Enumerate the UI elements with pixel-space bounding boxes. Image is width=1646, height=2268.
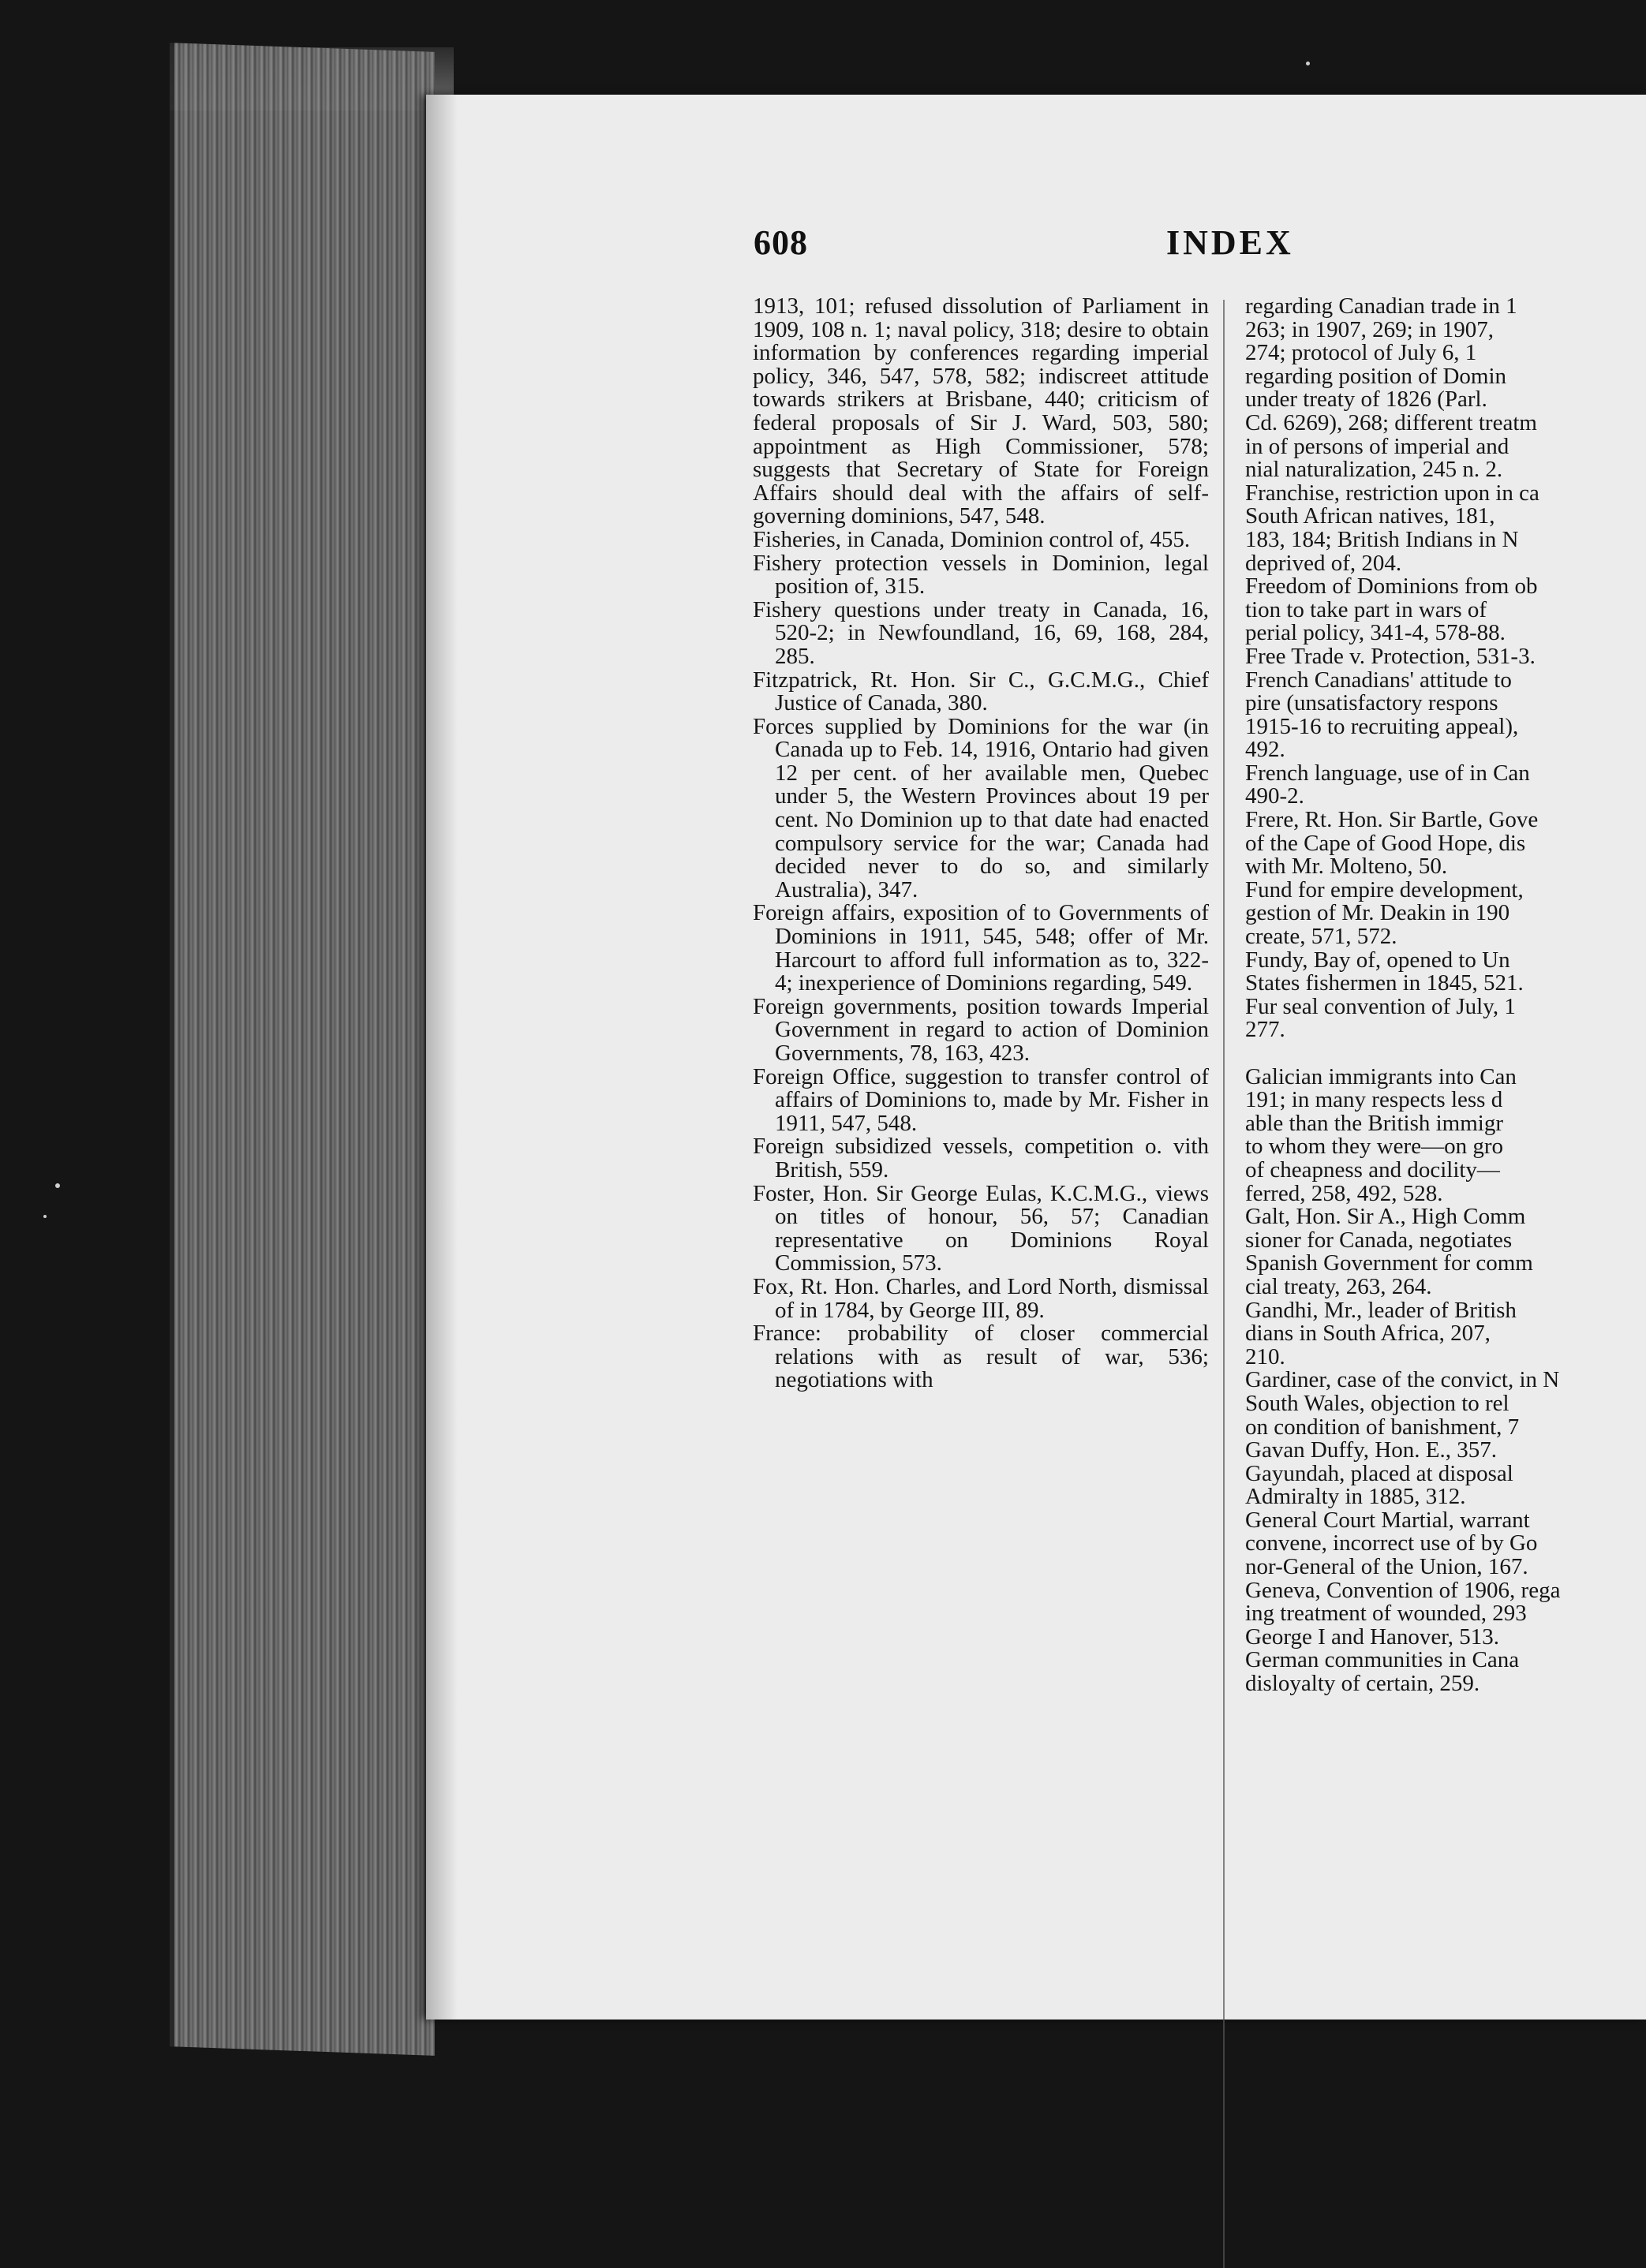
index-entry-line: pire (unsatisfactory respons: [1245, 690, 1498, 716]
index-entry: [1245, 1205, 1646, 1298]
index-entry-line: Gayundah, placed at disposal: [1245, 1460, 1513, 1486]
index-entry-line: ing treatment of wounded, 293: [1245, 1601, 1527, 1627]
index-entry-line: deprived of, 204.: [1245, 550, 1402, 576]
index-entry: [1245, 295, 1646, 482]
index-entry-line: ferred, 258, 492, 528.: [1245, 1180, 1443, 1206]
index-entry: Fisheries, in Canada, Dominion control of, 455.: [753, 526, 1191, 552]
index-entry-line: Franchise, restriction upon in ca: [1245, 480, 1539, 506]
index-entry-line: sioner for Canada, negotiates: [1245, 1227, 1513, 1253]
index-entry: Foreign Office, suggestion to transfer control of affairs of Dominions to, made by Mr. Fisher in 1911, 547, 548.: [753, 1063, 1209, 1136]
index-entry-line: German communities in Cana: [1245, 1647, 1520, 1673]
index-entry-line: disloyalty of certain, 259.: [1245, 1671, 1480, 1697]
index-entry-line: to whom they were—on gro: [1245, 1134, 1503, 1160]
index-entry: [1245, 1579, 1646, 1626]
index-entry: [1245, 1509, 1646, 1579]
index-entry-line: 191; in many respects less d: [1245, 1087, 1503, 1113]
index-entry: [1245, 1063, 1646, 1206]
index-entry-line: Fund for empire development,: [1245, 876, 1524, 902]
index-entry: [1245, 1369, 1646, 1439]
index-entry-line: tion to take part in wars of: [1245, 596, 1487, 622]
index-entry-line: Fundy, Bay of, opened to Un: [1245, 947, 1510, 973]
index-entry: [1245, 809, 1646, 879]
index-entry-line: able than the British immigr: [1245, 1110, 1504, 1136]
index-entry: [1245, 1439, 1646, 1463]
index-entry-line: create, 571, 572.: [1245, 924, 1397, 950]
index-entry-line: nial naturalization, 245 n. 2.: [1245, 457, 1503, 483]
index-entry-line: Fur seal convention of July, 1: [1245, 993, 1516, 1019]
index-entry-line: Galician immigrants into Can: [1245, 1063, 1517, 1089]
gutter-shadow: [426, 95, 458, 2020]
index-entry-line: 183, 184; British Indians in N: [1245, 526, 1519, 552]
page-number: 608: [754, 223, 808, 262]
index-entry: Foreign affairs, exposition of to Governments of Dominions in 1911, 545, 548; offer of Mr. Harcourt to afford full information as to, 322-4; inexperience of Dominions regarding, 549.: [753, 900, 1209, 996]
dust-speck: [43, 1215, 47, 1218]
index-entry-line: 210.: [1245, 1343, 1285, 1369]
index-entry-line: in of persons of imperial and: [1245, 433, 1509, 459]
index-entry-line: convene, incorrect use of by Go: [1245, 1530, 1538, 1556]
index-entry-line: 1915-16 to recruiting appeal),: [1245, 713, 1519, 739]
index-entry-line: of cheapness and docility—: [1245, 1156, 1500, 1183]
index-entry-line: Gardiner, case of the convict, in N: [1245, 1367, 1560, 1393]
index-entry-line: Geneva, Convention of 1906, rega: [1245, 1577, 1561, 1603]
index-entry: [1245, 876, 1646, 950]
index-entry-line: Freedom of Dominions from ob: [1245, 574, 1538, 600]
book-page-edges: [170, 43, 435, 2056]
index-entry-line: gestion of Mr. Deakin in 190: [1245, 900, 1510, 926]
index-entry-line: French language, use of in Can: [1245, 760, 1530, 786]
index-entry-line: regarding position of Domin: [1245, 363, 1507, 389]
index-entry: France: probability of closer commercial relations with as result of war, 536; negotiations with: [753, 1321, 1209, 1393]
index-entry: [1245, 575, 1646, 645]
index-entry-line: George I and Hanover, 513.: [1245, 1623, 1500, 1650]
dust-speck: [1306, 62, 1310, 65]
index-entry-line: 263; in 1907, 269; in 1907,: [1245, 316, 1494, 342]
index-entry: [1245, 1460, 1646, 1510]
index-entry-line: 490-2.: [1245, 783, 1304, 809]
index-entry: Foreign governments, position towards Imperial Government in regard to action of Dominion Governments, 78, 163, 423.: [753, 993, 1209, 1066]
index-entry: [1245, 1649, 1646, 1695]
index-entry: 1913, 101; refused dissolution of Parliament in 1909, 108 n. 1; naval policy, 318; desire to obtain information by conferences regarding imperial policy, 346, 547, 578, 582; indiscreet attitude towards strikers at Brisbane, 440; criticism of federal proposals of Sir J. Ward, 503, 580; appointment as High Commissioner, 578; suggests that Secretary of State for Foreign Affairs should deal with the affairs of self-governing dominions, 547, 548.: [753, 293, 1209, 529]
index-entry: Fishery protection vessels in Dominion, legal position of, 315.: [753, 550, 1209, 600]
index-entry-line: French Canadians' attitude to: [1245, 667, 1512, 693]
running-head: INDEX: [1166, 223, 1294, 262]
index-entry-line: 492.: [1245, 737, 1285, 763]
index-entry-line: Cd. 6269), 268; different treatm: [1245, 409, 1537, 435]
index-entry-line: nor-General of the Union, 167.: [1245, 1554, 1528, 1580]
index-entry: Fox, Rt. Hon. Charles, and Lord North, dismissal of in 1784, by George III, 89.: [753, 1273, 1209, 1323]
index-entry-line: Free Trade v. Protection, 531-3.: [1245, 643, 1536, 669]
index-entry: Fitzpatrick, Rt. Hon. Sir C., G.C.M.G., Chief Justice of Canada, 380.: [753, 667, 1209, 716]
index-entry: [1245, 1623, 1646, 1650]
index-entry-line: dians in South Africa, 207,: [1245, 1321, 1491, 1347]
index-column-right: [1245, 295, 1646, 1696]
index-entry-line: General Court Martial, warrant: [1245, 1507, 1530, 1533]
index-entry: [1245, 482, 1646, 575]
index-entry-line: Gandhi, Mr., leader of British: [1245, 1297, 1517, 1323]
index-entry-line: of the Cape of Good Hope, dis: [1245, 830, 1526, 856]
index-entry-line: Spanish Government for comm: [1245, 1250, 1533, 1276]
index-entry-line: Gavan Duffy, Hon. E., 357.: [1245, 1437, 1497, 1463]
index-entry-line: Galt, Hon. Sir A., High Comm: [1245, 1204, 1526, 1230]
index-entry: [1245, 762, 1646, 809]
index-entry-line: Admiralty in 1885, 312.: [1245, 1484, 1466, 1510]
index-column-left: [753, 295, 1209, 1392]
index-entry-line: perial policy, 341-4, 578-88.: [1245, 620, 1506, 646]
index-entry: [1245, 645, 1646, 669]
index-entry: [1245, 949, 1646, 996]
index-entry-line: with Mr. Molteno, 50.: [1245, 854, 1448, 880]
index-entry: Fishery questions under treaty in Canada, 16, 520-2; in Newfoundland, 16, 69, 168, 284, 285.: [753, 596, 1209, 669]
index-entry-line: cial treaty, 263, 264.: [1245, 1273, 1432, 1299]
dust-speck: [55, 1183, 60, 1188]
index-entry-line: States fishermen in 1845, 521.: [1245, 970, 1524, 996]
index-entry-line: South African natives, 181,: [1245, 503, 1495, 529]
index-entry: Forces supplied by Dominions for the war (in Canada up to Feb. 14, 1916, Ontario had given 12 per cent. of her available men, Quebec under 5, the Western Provinces about 19 per cent. No Dominion up to that date had enacted compulsory service for the war; Canada had decided never to do so, and similarly Australia), 347.: [753, 713, 1209, 902]
index-entry-line: regarding Canadian trade in 1: [1245, 293, 1517, 319]
column-divider: [1223, 300, 1225, 2268]
index-entry-line: Frere, Rt. Hon. Sir Bartle, Gove: [1245, 807, 1539, 833]
index-entry: [1245, 993, 1646, 1043]
index-entry-line: under treaty of 1826 (Parl.: [1245, 387, 1487, 413]
index-entry: Foster, Hon. Sir George Eulas, K.C.M.G., views on titles of honour, 56, 57; Canadian representative on Dominions Royal Commission, 573.: [753, 1180, 1209, 1276]
index-entry-line: 277.: [1245, 1017, 1285, 1043]
index-entry: [1245, 1299, 1646, 1369]
index-entry-line: 274; protocol of July 6, 1: [1245, 340, 1477, 366]
index-entry-line: South Wales, objection to rel: [1245, 1390, 1509, 1416]
index-entry: Foreign subsidized vessels, competition o. vith British, 559.: [753, 1134, 1209, 1183]
index-entry: [1245, 669, 1646, 762]
index-entry-line: on condition of banishment, 7: [1245, 1414, 1520, 1440]
